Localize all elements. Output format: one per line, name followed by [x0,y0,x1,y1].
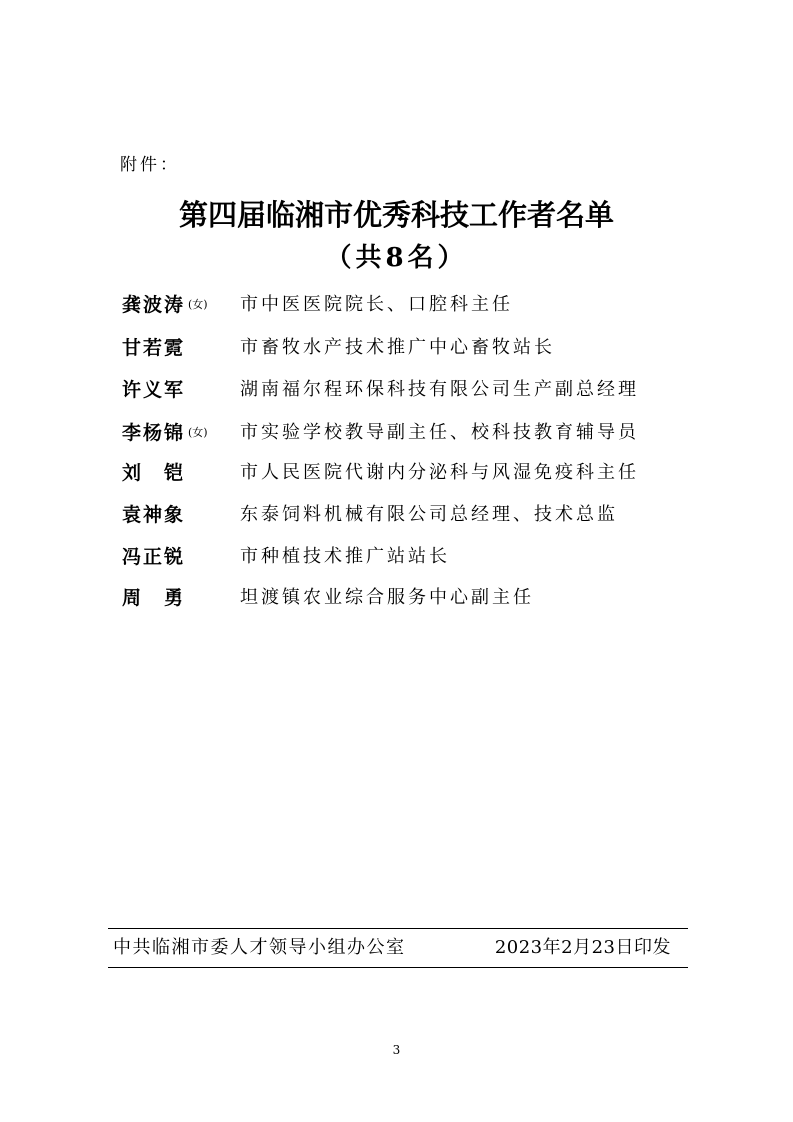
person-position: 市中医医院院长、口腔科主任 [240,294,513,315]
person-position: 市人民医院代谢内分泌科与风湿免疫科主任 [240,462,639,483]
person-position: 坦渡镇农业综合服务中心副主任 [240,587,534,608]
list-item [0,335,793,361]
person-position: 市实验学校教导副主任、校科技教育辅导员 [240,422,639,443]
gender-note: (女) [188,298,208,311]
list-item [0,544,793,570]
person-position: 市畜牧水产技术推广中心畜牧站长 [240,337,555,358]
person-name: 冯正锐 [122,546,186,568]
person-position: 湖南福尔程环保科技有限公司生产副总经理 [240,379,639,400]
person-name: 许义军 [122,379,186,401]
person-position: 市种植技术推广站站长 [240,546,450,567]
list-item [0,585,793,611]
person-name: 李杨锦 [122,422,186,444]
list-item [0,502,793,528]
page-number: 3 [392,1043,401,1057]
gender-note: (女) [188,426,208,439]
list-item [0,460,793,486]
person-name: 袁神象 [122,504,186,526]
list-item [0,420,793,446]
list-item [0,377,793,403]
footer-bottom-rule [108,967,688,968]
person-name: 甘若霓 [122,337,186,359]
footer-top-rule [108,928,688,929]
person-name: 刘 铠 [122,462,186,484]
footer-date: 2023年2月23日印发 [494,937,671,958]
person-name: 龚波涛 [122,294,186,316]
attachment-label: 附件： [120,155,180,175]
person-name: 周 勇 [122,587,186,609]
footer-issuer: 中共临湘市委人才领导小组办公室 [113,937,406,958]
document-title: 第四届临湘市优秀科技工作者名单 [178,198,614,232]
list-item [0,292,793,318]
person-position: 东泰饲料机械有限公司总经理、技术总监 [240,504,618,525]
document-subtitle: （共8名） [325,243,468,273]
